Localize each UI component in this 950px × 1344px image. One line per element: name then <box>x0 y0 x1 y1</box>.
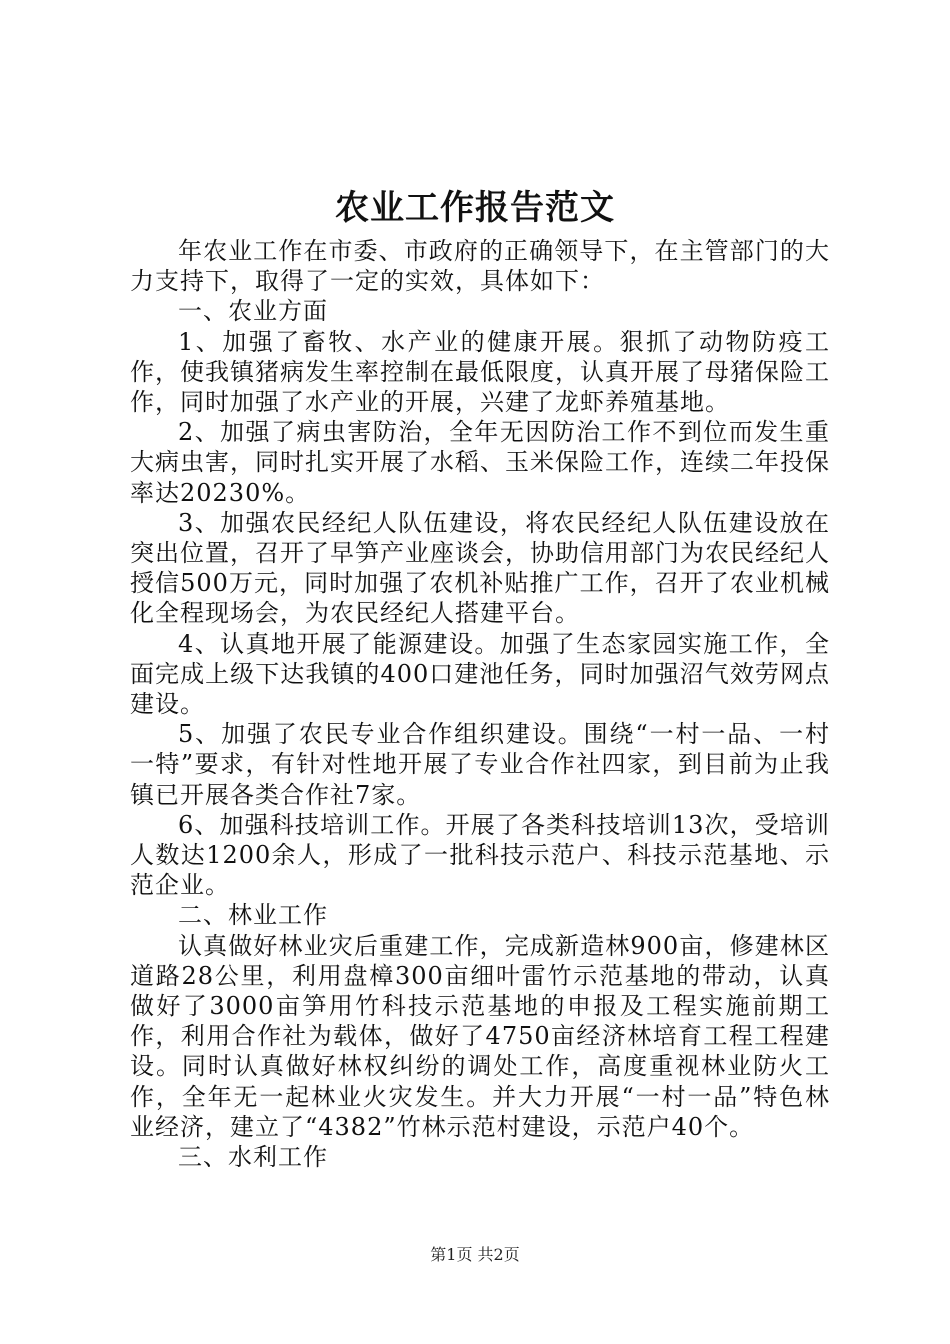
document-title: 农业工作报告范文 <box>335 188 615 228</box>
forestry-paragraph: 认真做好林业灾后重建工作，完成新造林900亩，修建林区道路28公里，利用盘樟300亩细叶雷竹示范基地的带动，认真做好了3000亩笋用竹科技示范基地的申报及工程实施前期工作，利用合作社为载体，做好了4750亩经济林培育工程工程建设。同时认真做好林权纠纷的调处工作，高度重视林业防火工作，全年无一起林业火灾发生。并大力开展“一村一品”特色林业经济，建立了“4382”竹林示范村建设，示范户40个。 <box>130 931 830 1141</box>
paragraph-item-6: 6、加强科技培训工作。开展了各类科技培训13次，受培训人数达1200余人，形成了一批科技示范户、科技示范基地、示范企业。 <box>130 810 830 900</box>
document-body <box>130 236 830 1172</box>
intro-paragraph: 年农业工作在市委、市政府的正确领导下，在主管部门的大力支持下，取得了一定的实效，具体如下： <box>130 237 830 296</box>
paragraph-item-1: 1、加强了畜牧、水产业的健康开展。狠抓了动物防疫工作，使我镇猪病发生率控制在最低限度，认真开展了母猪保险工作，同时加强了水产业的开展，兴建了龙虾养殖基地。 <box>130 327 830 417</box>
paragraph-item-4: 4、认真地开展了能源建设。加强了生态家园实施工作，全面完成上级下达我镇的400口建池任务，同时加强沼气效劳网点建设。 <box>130 629 830 719</box>
paragraph-item-5: 5、加强了农民专业合作组织建设。围绕“一村一品、一村一特”要求，有针对性地开展了专业合作社四家，到目前为止我镇已开展各类合作社7家。 <box>130 720 830 809</box>
section-heading-agriculture: 一、农业方面 <box>178 297 328 326</box>
paragraph-item-2: 2、加强了病虫害防治，全年无因防治工作不到位而发生重大病虫害，同时扎实开展了水稻、玉米保险工作，连续二年投保率达20230%。 <box>130 418 830 507</box>
page-footer: 第1页 共2页 <box>430 1245 520 1264</box>
paragraph-item-3: 3、加强农民经纪人队伍建设，将农民经纪人队伍建设放在突出位置，召开了早笋产业座谈会，协助信用部门为农民经纪人授信500万元，同时加强了农机补贴推广工作，召开了农业机械化全程现场会，为农民经纪人搭建平台。 <box>130 508 830 628</box>
section-heading-forestry: 二、林业工作 <box>178 901 328 930</box>
section-heading-water: 三、水利工作 <box>178 1143 328 1172</box>
